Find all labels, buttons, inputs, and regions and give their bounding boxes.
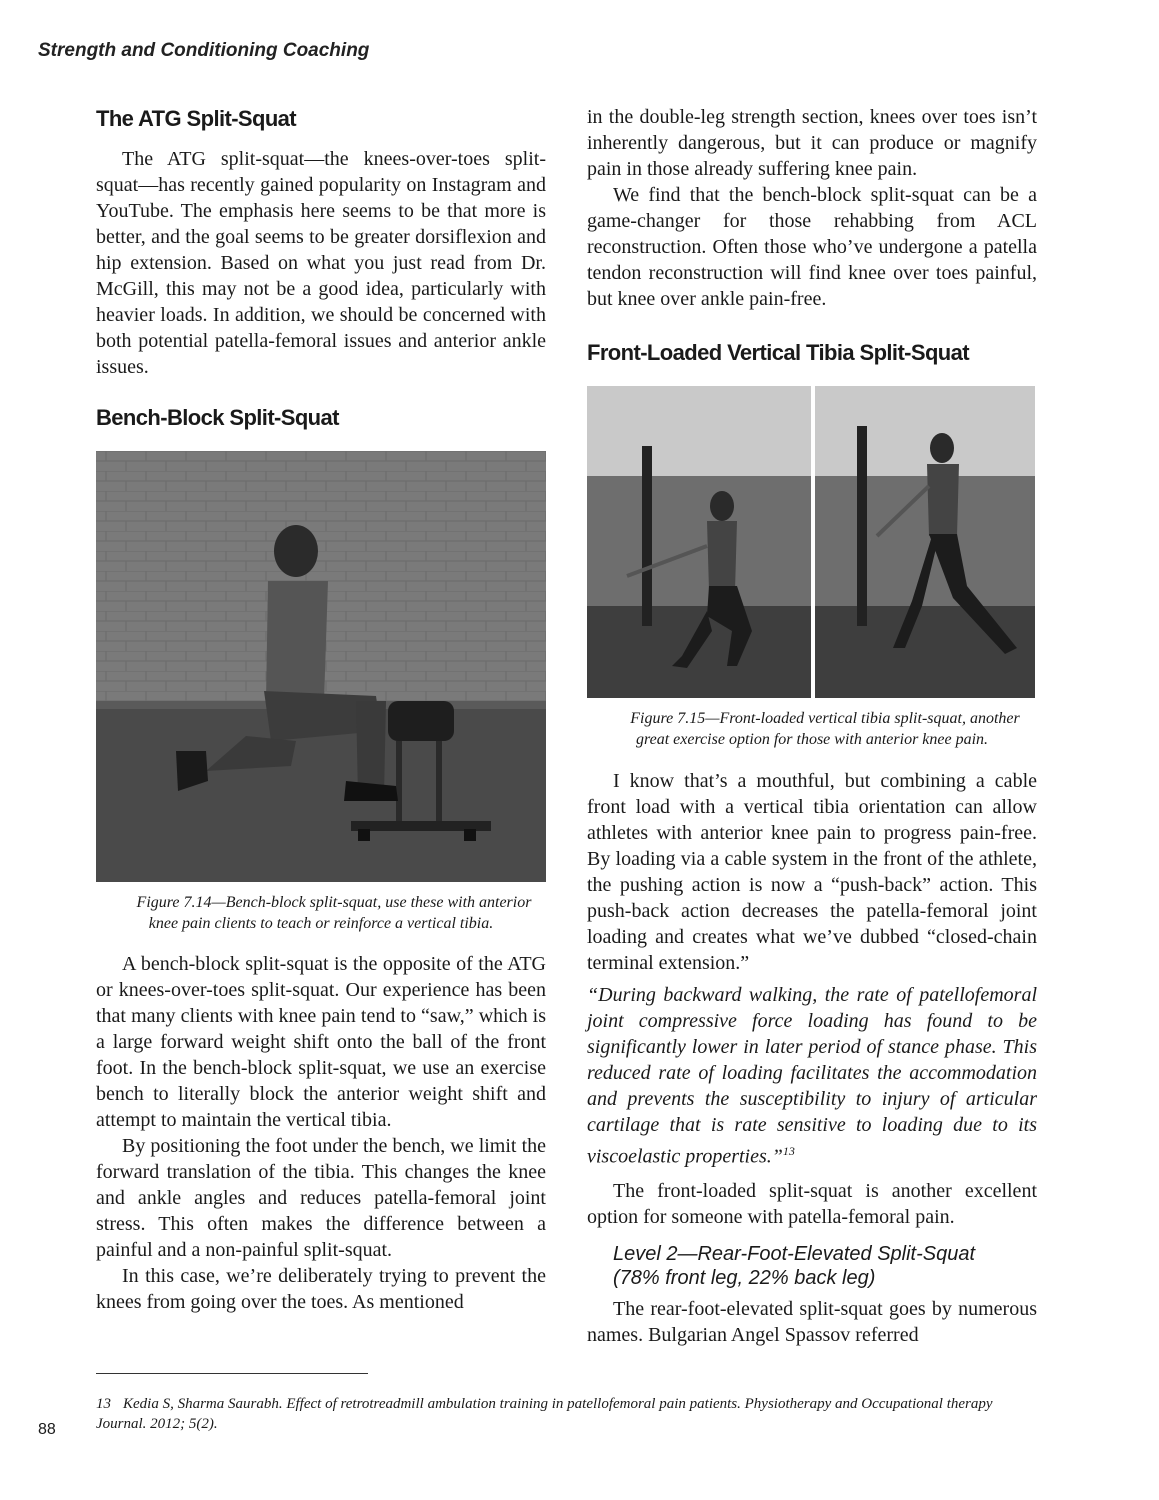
footnote-rule [96,1373,368,1374]
quote-footnote-ref: 13 [782,1144,795,1158]
footnote-text: Kedia S, Sharma Saurabh. Effect of retrotreadmill ambulation training in patellofemoral pain patients. Physiotherapy and Occupational therapy Journal. 2012; 5(2). [96,1396,993,1432]
figure-caption: Figure 7.14—Bench-block split-squat, use these with anterior knee pain clients to teach or reinforce a vertical tibia. [136,894,532,932]
block-quote [587,982,1037,1170]
paragraph: I know that’s a mouthful, but combining a cable front load with a vertical tibia orientation can allow athletes with anterior knee pain to progress pain-free. By loading via a cable system in the front of the athlete, the pushing action is now a “push-back” action. This push-back action decreases the patella-femoral joint loading and creates what we’ve dubbed “closed-chain terminal extension.” [587,770,1037,974]
figure-caption: Figure 7.15—Front-loaded vertical tibia split-squat, another great exercise option for those with anterior knee pain. [630,710,1020,748]
paragraph: A bench-block split-squat is the opposite of the ATG or knees-over-toes split-squat. Our experience has been that many clients with knee pain tend to “saw,” which is a large forward weight shift onto the ball of the front foot. In the bench-block split-squat, we use an exercise bench to literally block the anterior weight shift and attempt to maintain the vertical tibia. [96,953,546,1131]
photo-athlete-bench-block [96,451,546,882]
footnote-number: 13 [96,1396,111,1412]
heading-bench-block-split-squat: Bench-Block Split-Squat [96,405,339,430]
footnote [96,1394,1036,1434]
paragraph: We find that the bench-block split-squat can be a game-changer for those rehabbing from ACL reconstruction. Often those who’ve undergone a patella tendon reconstruction will find knee over toes painful, but knee over ankle pain-free. [587,184,1037,310]
level-heading-line1: Level 2—Rear-Foot-Elevated Split-Squat [613,1242,976,1265]
paragraph: By positioning the foot under the bench, we limit the forward translation of the tibia. This changes the knee and ankle angles and reduces patella-femoral joint stress. This often makes the difference between a painful and a non-painful split-squat. [96,1135,546,1261]
figure-front-loaded-split-squat [587,386,1035,698]
photo-front-loaded-split-squat [587,386,1035,698]
running-head: Strength and Conditioning Coaching [38,40,370,61]
paragraph: The front-loaded split-squat is another excellent option for someone with patella-femoral pain. [587,1179,1037,1228]
paragraph: The ATG split-squat—the knees-over-toes split-squat—has recently gained popularity on Instagram and YouTube. The emphasis here seems to be that more is better, and the goal seems to be greater dorsiflexion and hip extension. Based on what you just read from Dr. McGill, this may not be a good idea, particularly with heavier loads. In addition, we should be concerned with both potential patella-femoral issues and anterior ankle issues. [96,148,546,378]
right-column [587,104,1037,1348]
paragraph: The rear-foot-elevated split-squat goes by numerous names. Bulgarian Angel Spassov referred [587,1297,1037,1346]
level-heading-line2: (78% front leg, 22% back leg) [613,1266,876,1289]
paragraph: In this case, we’re deliberately trying to prevent the knees from going over the toes. As mentioned [96,1265,546,1313]
quote-text: “During backward walking, the rate of patellofemoral joint compressive force loading has found to be significantly lower in later period of stance phase. This reduced rate of loading facilitates the accommodation and prevents the susceptibility to injury of articular cartilage that is rate sensitive to loading due to its viscoelastic properties.” [587,984,1037,1168]
level-heading [587,1242,1037,1290]
heading-atg-split-squat: The ATG Split-Squat [96,106,297,131]
paragraph: in the double-leg strength section, knees over toes isn’t inherently dangerous, but it can produce or magnify pain in those already suffering knee pain. [587,106,1037,180]
figure-bench-block-split-squat [96,451,546,882]
page-number: 88 [38,1421,56,1438]
left-column [96,104,546,1315]
heading-front-loaded-split-squat: Front-Loaded Vertical Tibia Split-Squat [587,340,970,365]
